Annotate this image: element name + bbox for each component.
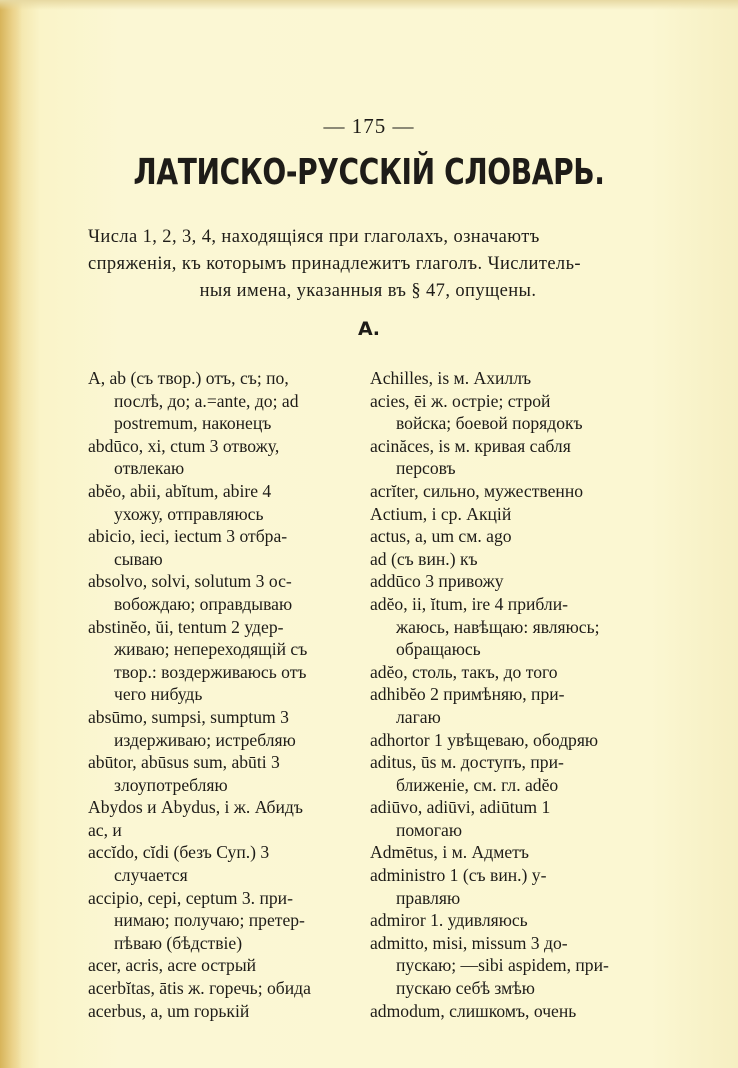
- entry-continuation-line: чего нибудь: [114, 684, 203, 705]
- dictionary-entry: [370, 480, 642, 503]
- entry-continuation-line: postremum, наконецъ: [114, 413, 272, 434]
- entry-continuation-line: ближеніе, см. гл. adĕo: [396, 774, 559, 795]
- entry-headword-line: adhortor 1 увѣщеваю, ободряю: [370, 729, 599, 750]
- entry-continuation-line: помогаю: [396, 819, 462, 840]
- dictionary-entry: [370, 570, 642, 593]
- entry-continuation-line: пускаю себѣ змѣю: [396, 978, 535, 999]
- entry-headword-line: adiūvo, adiūvi, adiūtum 1: [370, 797, 551, 818]
- entry-continuation-line: сываю: [114, 548, 163, 569]
- entry-continuation-line: твор.: воздерживаюсь отъ: [114, 661, 307, 682]
- entry-headword-line: acrĭter, сильно, мужественно: [370, 480, 584, 501]
- dictionary-entry: [370, 841, 642, 864]
- entry-continuation-line: войска; боевой порядокъ: [396, 413, 583, 434]
- intro-line: Числа 1, 2, 3, 4, находящіяся при глаголахъ, означаютъ: [88, 227, 540, 247]
- page-title: ЛАТИСКО-РУССКІЙ СЛОВАРЬ.: [133, 152, 605, 193]
- dictionary-entry: [88, 616, 350, 706]
- dictionary-entry: [370, 909, 642, 932]
- entry-headword-line: acerbĭtas, ātis ж. горечь; обида: [88, 978, 311, 999]
- dictionary-entry: [370, 548, 642, 571]
- entry-continuation-line: послѣ, до; a.=ante, до; ad: [114, 390, 299, 411]
- dictionary-entry: [88, 841, 350, 886]
- dictionary-entry: [370, 1000, 642, 1023]
- page-number: — 175 —: [323, 114, 415, 138]
- entry-headword-line: A, ab (съ твор.) отъ, съ; по,: [88, 368, 289, 388]
- entry-headword-line: Achilles, is м. Ахиллъ: [370, 368, 532, 388]
- entry-continuation-line: нимаю; получаю; претер-: [114, 910, 305, 931]
- entry-continuation-line: случается: [114, 865, 188, 886]
- entry-continuation-line: живаю; непереходящій съ: [114, 639, 308, 660]
- entry-headword-line: abĕo, abii, abĭtum, abire 4: [88, 480, 272, 501]
- entry-headword-line: accĭdo, cĭdi (безъ Суп.) 3: [88, 842, 270, 863]
- dictionary-entry: [88, 819, 350, 842]
- entry-continuation-line: правляю: [396, 887, 461, 908]
- right-column: [370, 367, 642, 1022]
- dictionary-entry: [88, 706, 350, 751]
- intro-paragraph: [88, 224, 648, 305]
- dictionary-entry: [370, 864, 642, 909]
- entry-headword-line: Actium, i ср. Акцій: [370, 503, 512, 524]
- intro-line: спряженія, къ которымъ принадлежитъ глаголъ. Числитель-: [88, 254, 581, 274]
- dictionary-entry: [370, 435, 642, 480]
- entry-headword-line: admitto, misi, missum 3 до-: [370, 932, 568, 953]
- entry-continuation-line: персовъ: [396, 458, 456, 479]
- dictionary-entry: [370, 683, 642, 728]
- entry-headword-line: addūco 3 привожу: [370, 571, 504, 592]
- dictionary-entry: [370, 796, 642, 841]
- entry-headword-line: ac, и: [88, 819, 122, 840]
- dictionary-entry: [88, 435, 350, 480]
- entry-headword-line: aditus, ūs м. доступъ, при-: [370, 752, 564, 773]
- dictionary-entry: [370, 525, 642, 548]
- entry-headword-line: abūtor, abūsus sum, abūti 3: [88, 752, 280, 773]
- dictionary-entry: [370, 729, 642, 752]
- entry-continuation-line: ухожу, отправляюсь: [114, 503, 264, 524]
- entry-continuation-line: отвлекаю: [114, 458, 185, 479]
- entry-continuation-line: издерживаю; истребляю: [114, 729, 296, 750]
- dictionary-entry: [370, 932, 642, 1000]
- dictionary-entry: [88, 480, 350, 525]
- dictionary-entry: [88, 570, 350, 615]
- page-top-edge: [0, 0, 738, 10]
- entry-continuation-line: лагаю: [396, 706, 441, 727]
- entry-continuation-line: пѣваю (бѣдствіе): [114, 932, 243, 953]
- entry-headword-line: adhibĕo 2 примѣняю, при-: [370, 684, 565, 705]
- page-spine-shadow: [0, 0, 22, 1068]
- entry-headword-line: Abydos и Abydus, i ж. Абидъ: [88, 797, 303, 818]
- entry-headword-line: absūmo, sumpsi, sumptum 3: [88, 706, 289, 727]
- dictionary-entry: [88, 796, 350, 819]
- entry-headword-line: adĕo, столь, такъ, до того: [370, 661, 558, 682]
- entry-headword-line: admodum, слишкомъ, очень: [370, 1000, 577, 1021]
- dictionary-entry: [88, 977, 350, 1000]
- entry-continuation-line: пускаю; —sibi aspidem, при-: [396, 955, 609, 976]
- entry-headword-line: acerbus, a, um горькій: [88, 1000, 250, 1021]
- entry-headword-line: ad (съ вин.) къ: [370, 548, 478, 569]
- dictionary-entry: [88, 751, 350, 796]
- dictionary-entry: [370, 593, 642, 661]
- entry-continuation-line: обращаюсь: [396, 639, 481, 660]
- dictionary-entry: [88, 367, 350, 435]
- entry-continuation-line: вобождаю; оправдываю: [114, 593, 293, 614]
- entry-headword-line: actus, a, um см. ago: [370, 526, 512, 547]
- dictionary-entry: [88, 887, 350, 955]
- dictionary-entry: [370, 751, 642, 796]
- section-letter: А.: [358, 318, 380, 340]
- entry-headword-line: admiror 1. удивляюсь: [370, 910, 528, 931]
- dictionary-entry: [370, 503, 642, 526]
- entry-headword-line: acies, ēi ж. остріе; строй: [370, 390, 551, 411]
- entry-headword-line: accipio, cepi, ceptum 3. при-: [88, 887, 293, 908]
- dictionary-entry: [370, 661, 642, 684]
- dictionary-entry: [88, 525, 350, 570]
- dictionary-entry: [88, 1000, 350, 1023]
- intro-line: ныя имена, указанныя въ § 47, опущены.: [199, 281, 537, 301]
- dictionary-entry: [88, 954, 350, 977]
- entry-continuation-line: жаюсь, навѣщаю: являюсь;: [396, 616, 600, 637]
- entry-headword-line: abdūco, xi, ctum 3 отвожу,: [88, 435, 280, 456]
- entry-headword-line: abstinĕo, ŭi, tentum 2 удер-: [88, 616, 284, 637]
- entry-headword-line: absolvo, solvi, solutum 3 ос-: [88, 571, 292, 592]
- entry-headword-line: acinăces, is м. кривая сабля: [370, 435, 571, 456]
- dictionary-entry: [370, 390, 642, 435]
- entry-continuation-line: злоупотребляю: [114, 774, 228, 795]
- entry-headword-line: Admētus, i м. Адметъ: [370, 842, 529, 863]
- dictionary-entry: [370, 367, 642, 390]
- left-column: [88, 367, 350, 1022]
- entry-headword-line: adĕo, ii, ĭtum, ire 4 прибли-: [370, 593, 568, 614]
- entry-headword-line: administro 1 (съ вин.) у-: [370, 865, 547, 886]
- entry-headword-line: abicio, ieci, iectum 3 отбра-: [88, 526, 288, 547]
- entry-headword-line: acer, acris, acre острый: [88, 955, 257, 976]
